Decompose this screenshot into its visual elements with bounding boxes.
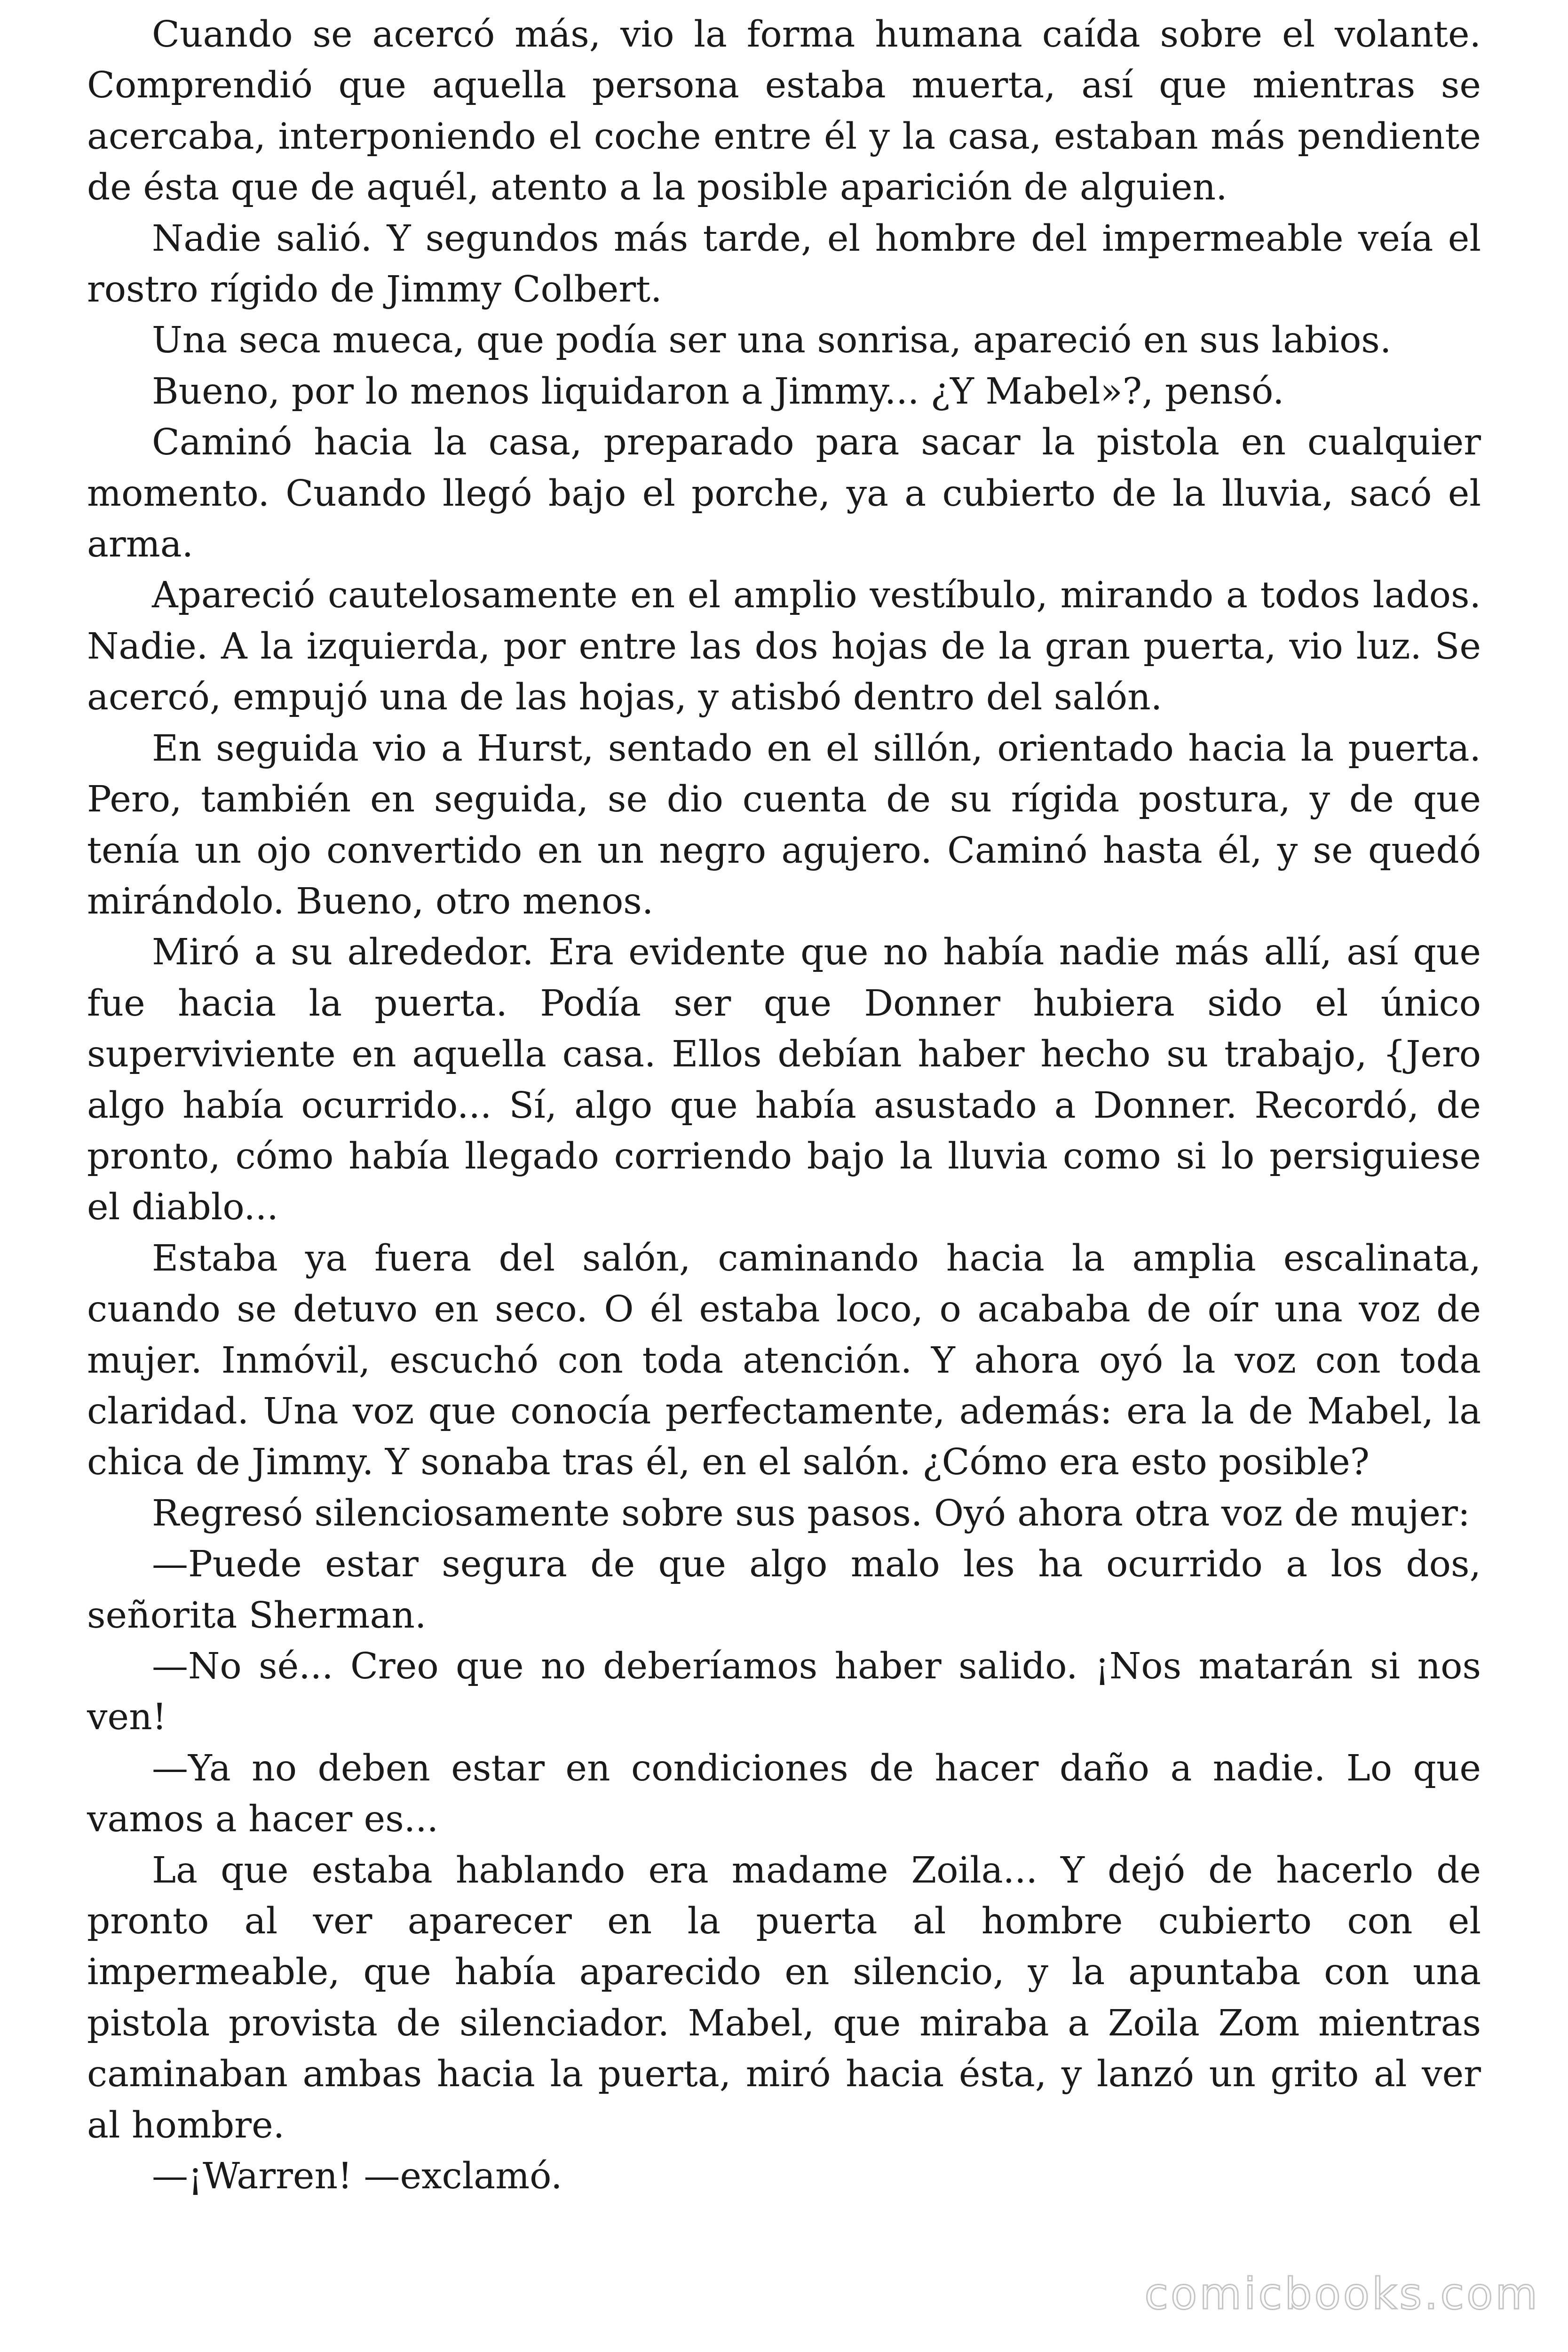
paragraph: Apareció cautelosamente en el amplio vestíbulo, mirando a todos lados. Nadie. A la izquierda, por entre las dos hojas de la gran puerta, vio luz. Se acercó, empujó una de las hojas, y atisbó dentro del salón. [87, 574, 1481, 719]
paragraph: Bueno, por lo menos liquidaron a Jimmy... ¿Y Mabel»?, pensó. [152, 370, 1284, 413]
paragraph: Cuando se acercó más, vio la forma humana caída sobre el volante. Comprendió que aquella persona estaba muerta, así que mientras se acercaba, interponiendo el coche entre él y la casa, estaban más pendiente de ésta que de aquél, atento a la posible aparición de alguien. [87, 14, 1481, 209]
paragraph: Nadie salió. Y segundos más tarde, el hombre del impermeable veía el rostro rígido de Jimmy Colbert. [87, 217, 1481, 311]
watermark: comicbooks.com [1144, 2269, 1540, 2319]
paragraph: Miró a su alrededor. Era evidente que no había nadie más allí, así que fue hacia la puerta. Podía ser que Donner hubiera sido el único superviviente en aquella casa. Ellos debían haber hecho su trabajo, {Jero algo había ocurrido... Sí, algo que había asustado a Donner. Recordó, de pronto, cómo había llegado corriendo bajo la lluvia como si lo persiguiese el diablo... [87, 931, 1481, 1229]
paragraph: La que estaba hablando era madame Zoila... Y dejó de hacerlo de pronto al ver aparecer en la puerta al hombre cubierto con el impermeable, que había aparecido en silencio, y la apuntaba con una pistola provista de silenciador. Mabel, que miraba a Zoila Zom mientras caminaban ambas hacia la puerta, miró hacia ésta, y lanzó un grito al ver al hombre. [87, 1849, 1481, 2146]
dialogue-paragraph: —¡Warren! —exclamó. [152, 2155, 562, 2198]
page-body [87, 9, 1481, 2202]
dialogue-paragraph: —Puede estar segura de que algo malo les ha ocurrido a los dos, señorita Sherman. [87, 1543, 1481, 1637]
dialogue-paragraph: —Ya no deben estar en condiciones de hacer daño a nadie. Lo que vamos a hacer es... [87, 1747, 1481, 1841]
paragraph: Caminó hacia la casa, preparado para sacar la pistola en cualquier momento. Cuando llegó bajo el porche, ya a cubierto de la lluvia, sacó el arma. [87, 421, 1481, 566]
paragraph: En seguida vio a Hurst, sentado en el sillón, orientado hacia la puerta. Pero, también en seguida, se dio cuenta de su rígida postura, y de que tenía un ojo convertido en un negro agujero. Caminó hasta él, y se quedó mirándolo. Bueno, otro menos. [87, 727, 1481, 922]
paragraph: Una seca mueca, que podía ser una sonrisa, apareció en sus labios. [152, 319, 1392, 362]
paragraph: Estaba ya fuera del salón, caminando hacia la amplia escalinata, cuando se detuvo en seco. O él estaba loco, o acababa de oír una voz de mujer. Inmóvil, escuchó con toda atención. Y ahora oyó la voz con toda claridad. Una voz que conocía perfectamente, además: era la de Mabel, la chica de Jimmy. Y sonaba tras él, en el salón. ¿Cómo era esto posible? [87, 1237, 1481, 1484]
dialogue-paragraph: —No sé... Creo que no deberíamos haber salido. ¡Nos matarán si nos ven! [87, 1645, 1481, 1739]
paragraph: Regresó silenciosamente sobre sus pasos. Oyó ahora otra voz de mujer: [152, 1492, 1470, 1534]
